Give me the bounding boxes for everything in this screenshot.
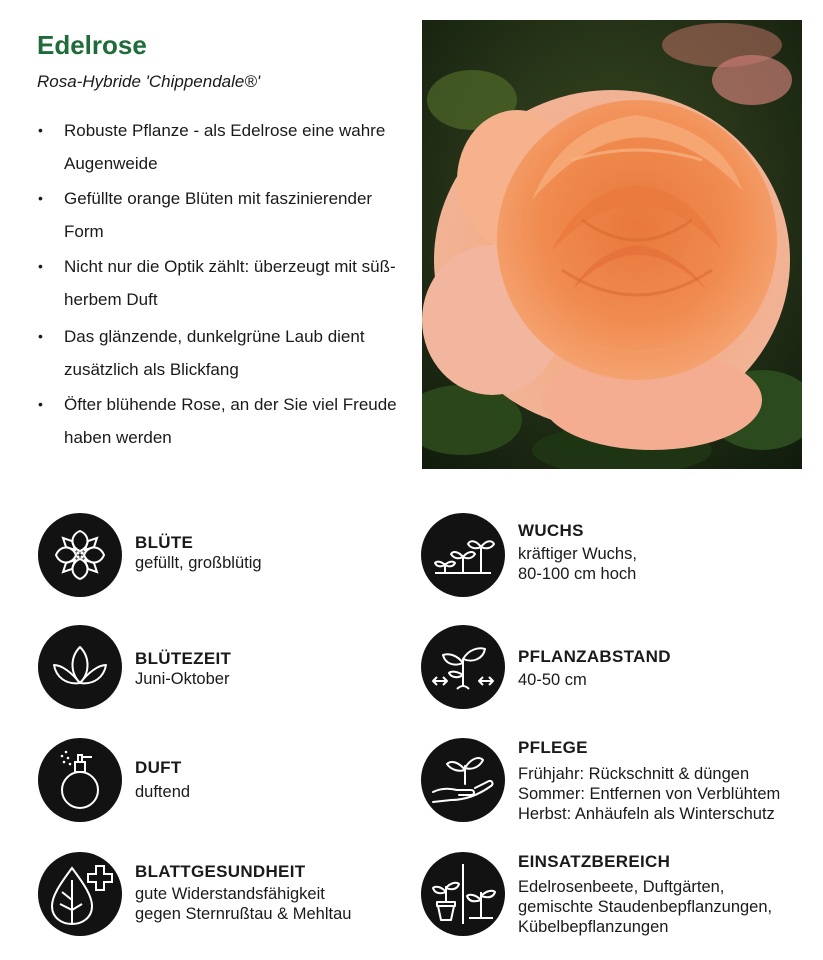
bullet-text: Öfter blühende Rose, an der Sie viel Freude haben werden <box>64 395 397 447</box>
feature-text: gute Widerstandsfähigkeit <box>135 885 325 903</box>
feature-text: 40-50 cm <box>518 671 587 689</box>
bullet-dot: • <box>38 328 43 344</box>
feature-text: gemischte Staudenbepflanzungen, <box>518 898 773 916</box>
feature-title: WUCHS <box>518 521 584 540</box>
feature-title: BLÜTEZEIT <box>135 649 232 668</box>
feature-text: kräftiger Wuchs, <box>518 545 637 563</box>
feature-title: BLATTGESUNDHEIT <box>135 862 306 881</box>
seedlings-growth-icon <box>421 513 505 597</box>
feature-text: Edelrosenbeete, Duftgärten, <box>518 878 725 896</box>
perfume-bottle-icon <box>38 738 122 822</box>
botanical-name: Rosa-Hybride 'Chippendale®' <box>37 72 261 91</box>
feature-pflanzabstand <box>421 625 806 711</box>
bullet-item <box>37 388 397 454</box>
hand-sprout-icon <box>421 738 505 822</box>
bullet-item <box>37 320 397 386</box>
lotus-icon <box>38 625 122 709</box>
bullet-text: Robuste Pflanze - als Edelrose eine wahre Augenweide <box>64 121 386 173</box>
bullet-item <box>37 114 397 180</box>
feature-text: gefüllt, großblütig <box>135 554 262 572</box>
bullet-text: Gefüllte orange Blüten mit faszinierender Form <box>64 189 373 241</box>
feature-bluetezeit <box>38 625 398 711</box>
feature-text: Kübelbepflanzungen <box>518 918 669 936</box>
feature-title: PFLEGE <box>518 738 588 757</box>
feature-text: Juni-Oktober <box>135 670 230 688</box>
feature-wuchs <box>421 513 806 599</box>
feature-text: Herbst: Anhäufeln als Winterschutz <box>518 805 775 823</box>
plant-spacing-icon <box>421 625 505 709</box>
feature-title: PFLANZABSTAND <box>518 647 671 666</box>
feature-title: BLÜTE <box>135 533 194 552</box>
feature-text: Frühjahr: Rückschnitt & düngen <box>518 765 750 783</box>
feature-text: Sommer: Entfernen von Verblühtem <box>518 785 781 803</box>
feature-einsatzbereich <box>421 852 806 942</box>
bullet-dot: • <box>38 122 43 138</box>
rose-photo <box>422 20 802 469</box>
bullet-item <box>37 182 397 248</box>
bullet-dot: • <box>38 396 43 412</box>
page-title: Edelrose <box>37 30 147 60</box>
bullet-text: Nicht nur die Optik zählt: überzeugt mit süß-herbem Duft <box>64 257 396 309</box>
feature-title: DUFT <box>135 758 182 777</box>
rose-illustration <box>422 20 802 469</box>
bullet-item <box>37 250 397 316</box>
feature-text: 80-100 cm hoch <box>518 565 637 583</box>
bullet-text: Das glänzende, dunkelgrüne Laub dient zusätzlich als Blickfang <box>64 327 365 379</box>
bullet-dot: • <box>38 190 43 206</box>
feature-bluete <box>38 513 398 599</box>
feature-blattgesundheit <box>38 852 398 938</box>
feature-text: duftend <box>135 783 191 801</box>
leaf-plus-icon <box>38 852 122 936</box>
feature-pflege <box>421 738 806 824</box>
feature-duft <box>38 738 398 824</box>
feature-title: EINSATZBEREICH <box>518 852 671 871</box>
feature-bullet-list <box>37 114 397 454</box>
flower-icon <box>38 513 122 597</box>
potted-plant-icon <box>421 852 505 936</box>
feature-text: gegen Sternrußtau & Mehltau <box>135 905 352 923</box>
bullet-dot: • <box>38 258 43 274</box>
